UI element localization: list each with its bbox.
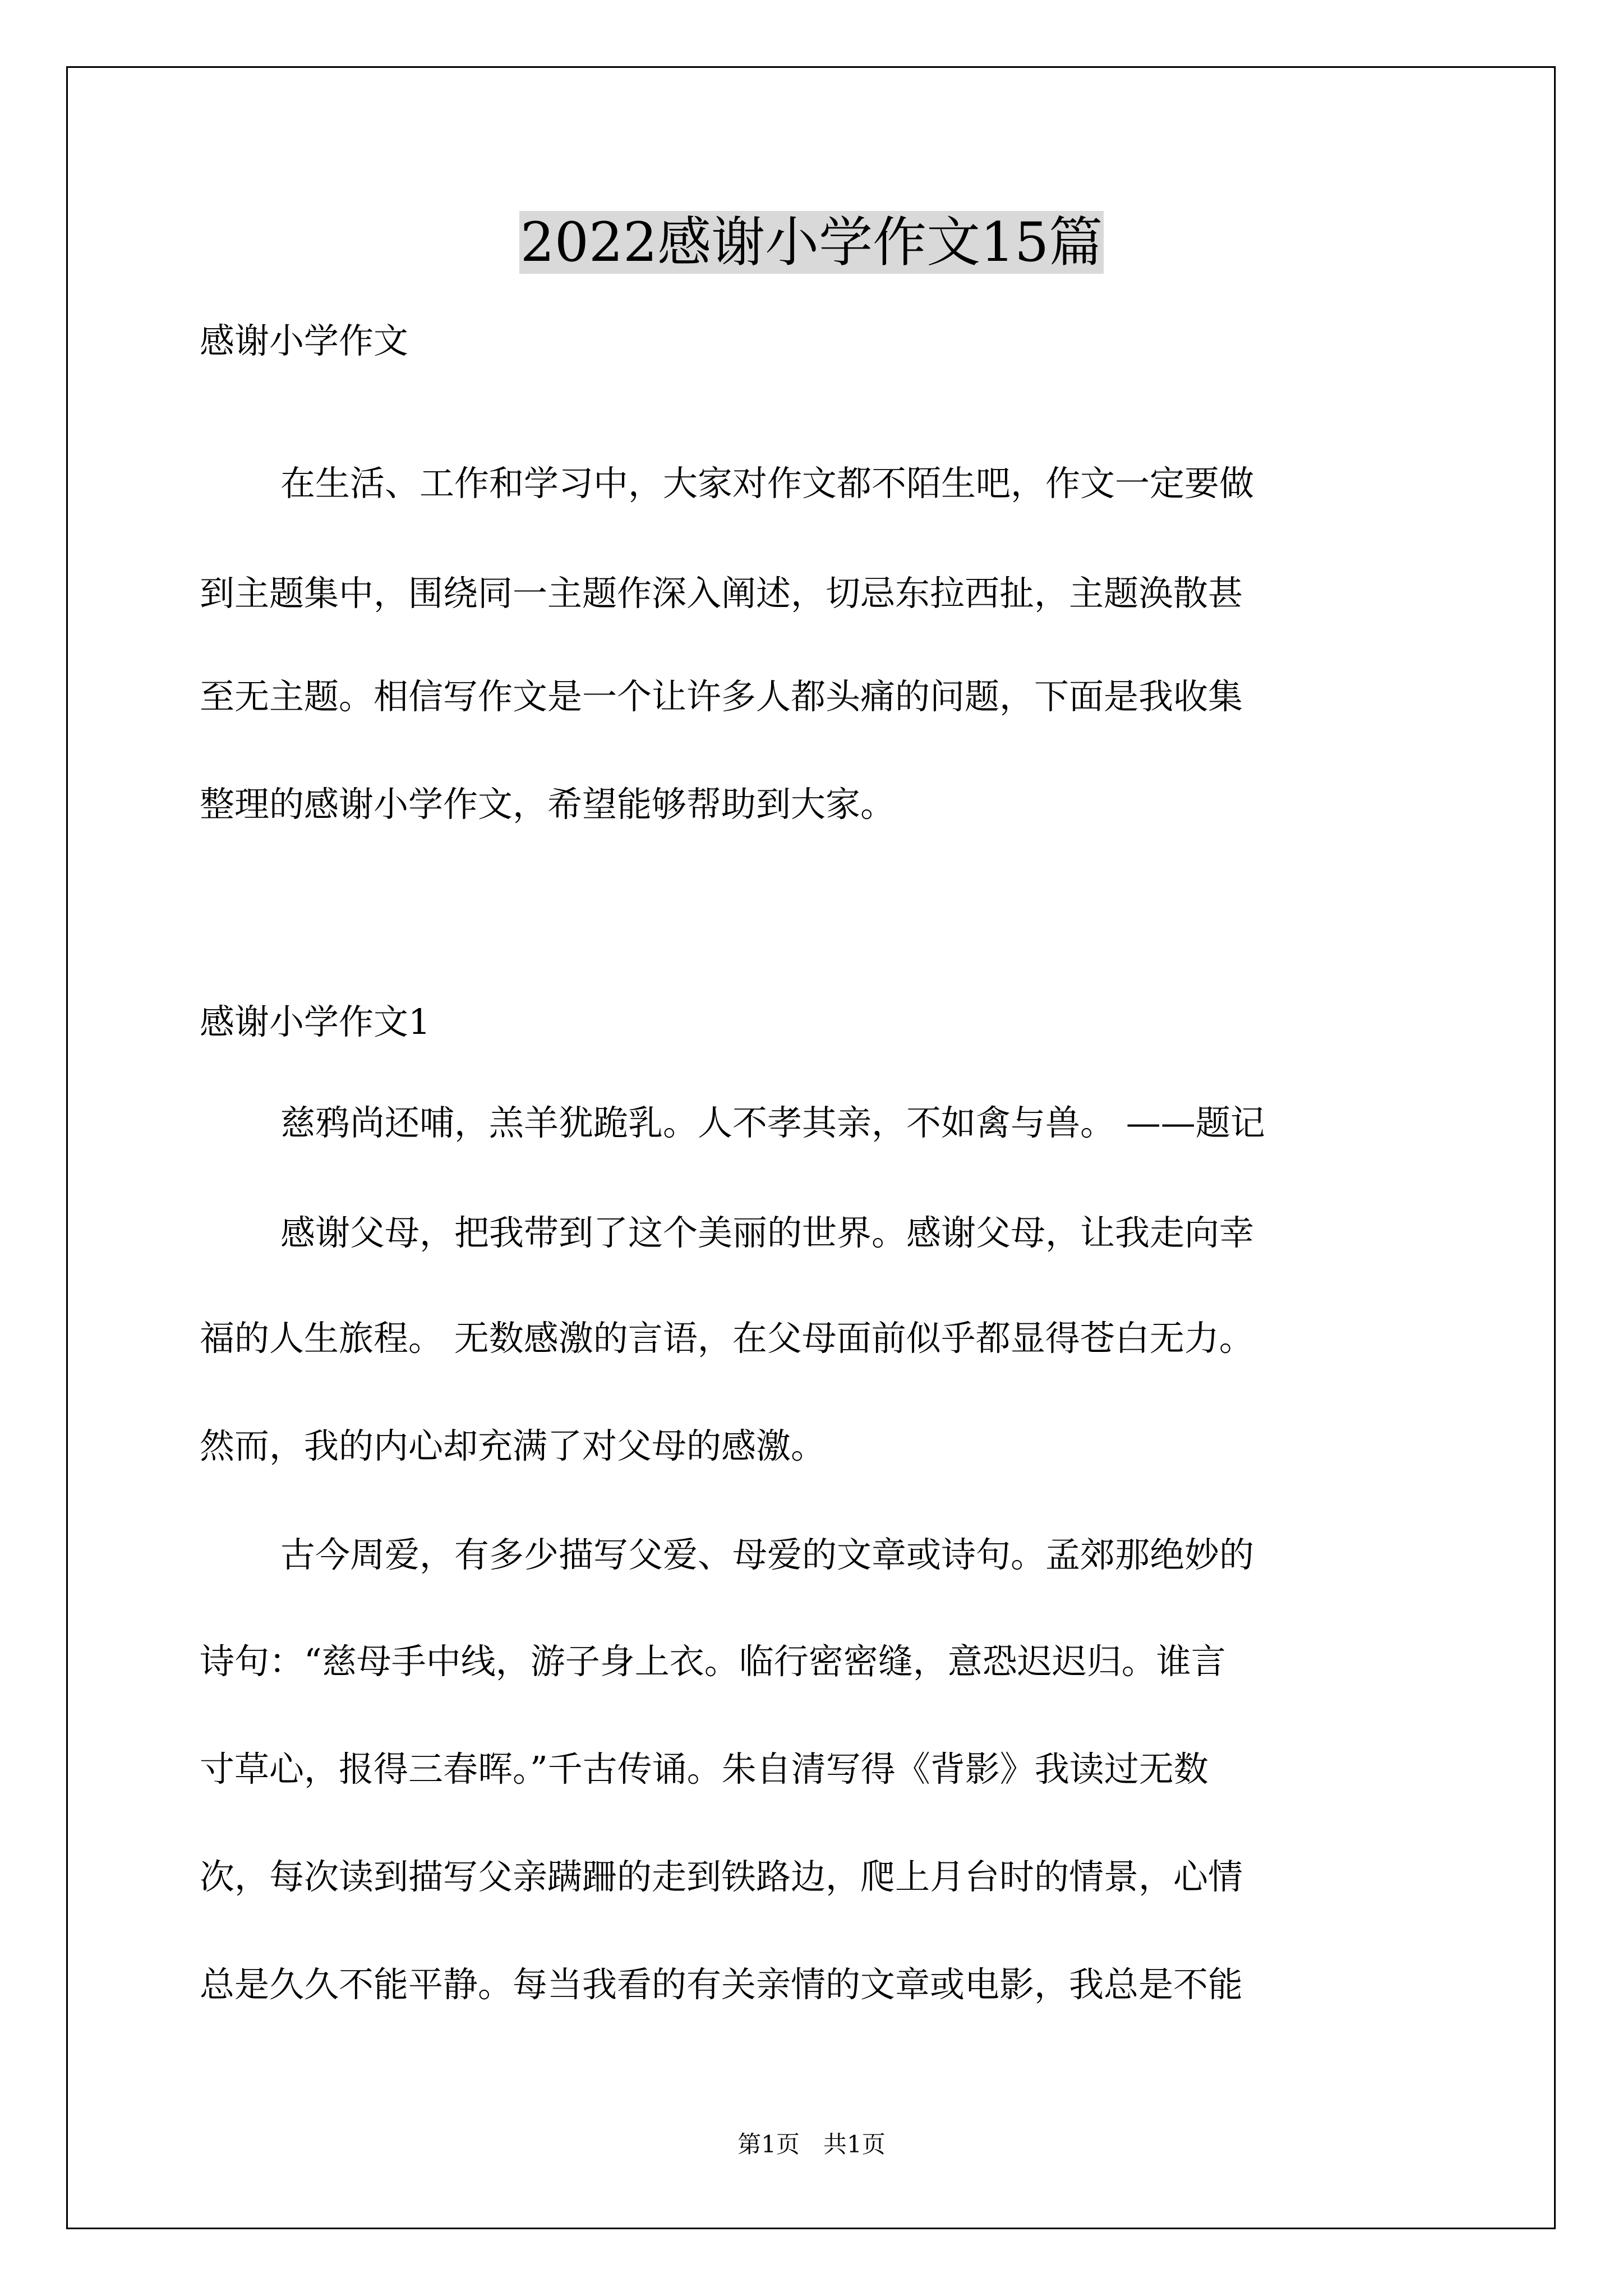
page-footer: 第1页 共1页 <box>737 2131 886 2158</box>
paragraph-line: 古今周爱，有多少描写父爱、母爱的文章或诗句。孟郊那绝妙的 <box>280 1534 1255 1575</box>
paragraph-line: 感谢父母，把我带到了这个美丽的世界。感谢父母，让我走向幸 <box>280 1212 1255 1253</box>
document-title-text: 2022感谢小学作文15篇 <box>520 211 1103 274</box>
essay1-heading: 感谢小学作文1 <box>200 1001 431 1042</box>
paragraph-line: 在生活、工作和学习中，大家对作文都不陌生吧，作文一定要做 <box>280 463 1255 504</box>
paragraph-line: 寸草心，报得三春晖。”千古传诵。朱自清写得《背影》我读过无数 <box>200 1749 1209 1789</box>
paragraph-line: 到主题集中，围绕同一主题作深入阐述，切忌东拉西扯，主题涣散甚 <box>200 573 1243 614</box>
intro-heading: 感谢小学作文 <box>200 320 409 361</box>
paragraph-line: 整理的感谢小学作文，希望能够帮助到大家。 <box>200 784 896 825</box>
document-title <box>0 209 1623 276</box>
paragraph-line: 然而，我的内心却充满了对父母的感激。 <box>200 1425 826 1466</box>
paragraph-line: 次，每次读到描写父亲蹒跚的走到铁路边，爬上月台时的情景，心情 <box>200 1856 1243 1897</box>
page-border <box>66 66 1556 2229</box>
paragraph-line: 至无主题。相信写作文是一个让许多人都头痛的问题，下面是我收集 <box>200 676 1243 717</box>
paragraph-line: 总是久久不能平静。每当我看的有关亲情的文章或电影，我总是不能 <box>200 1964 1243 2005</box>
paragraph-line: 福的人生旅程。 无数感激的言语，在父母面前似乎都显得苍白无力。 <box>200 1318 1254 1359</box>
paragraph-line: 诗句：“慈母手中线，游子身上衣。临行密密缝，意恐迟迟归。谁言 <box>200 1641 1226 1682</box>
paragraph-line: 慈鸦尚还哺，羔羊犹跪乳。人不孝其亲，不如禽与兽。 ——题记 <box>280 1102 1265 1143</box>
